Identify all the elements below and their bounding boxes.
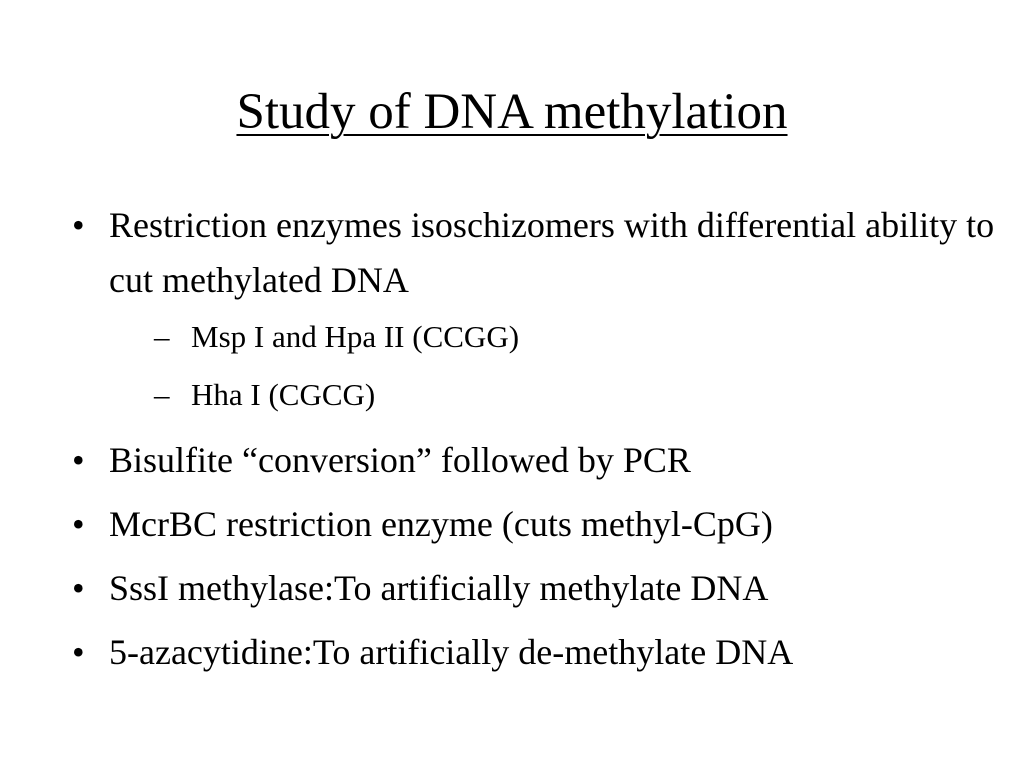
bullet-item-5 [72,620,1002,684]
bullet-list [72,198,1002,684]
dash-glyph: – [154,377,170,412]
sub-bullet-text-1: Msp I and Hpa II (CCGG) [191,319,520,354]
bullet-item-4 [72,556,1002,620]
sub-bullet-item-2 [109,366,1002,424]
bullet-text-3: McrBC restriction enzyme (cuts methyl-CpG) [109,504,773,544]
bullet-text-4: SssI methylase:To artificially methylate DNA [109,568,769,608]
bullet-item-2 [72,428,1002,492]
bullet-glyph: • [72,504,85,544]
bullet-text-1: Restriction enzymes isoschizomers with differential ability to cut methylated DNA [109,205,995,300]
dash-glyph: – [154,319,170,354]
bullet-text-2: Bisulfite “conversion” followed by PCR [109,440,691,480]
bullet-glyph: • [72,205,85,245]
slide-title [0,82,1024,143]
sub-bullet-list [109,308,1002,424]
sub-bullet-text-2: Hha I (CGCG) [191,377,376,412]
slide-title-text: Study of DNA methylation [236,84,788,140]
bullet-text-5: 5-azacytidine:To artificially de-methylate DNA [109,632,794,672]
bullet-item-1 [72,198,1002,424]
bullet-item-3 [72,492,1002,556]
bullet-glyph: • [72,440,85,480]
bullet-glyph: • [72,568,85,608]
bullet-glyph: • [72,632,85,672]
sub-bullet-item-1 [109,308,1002,366]
